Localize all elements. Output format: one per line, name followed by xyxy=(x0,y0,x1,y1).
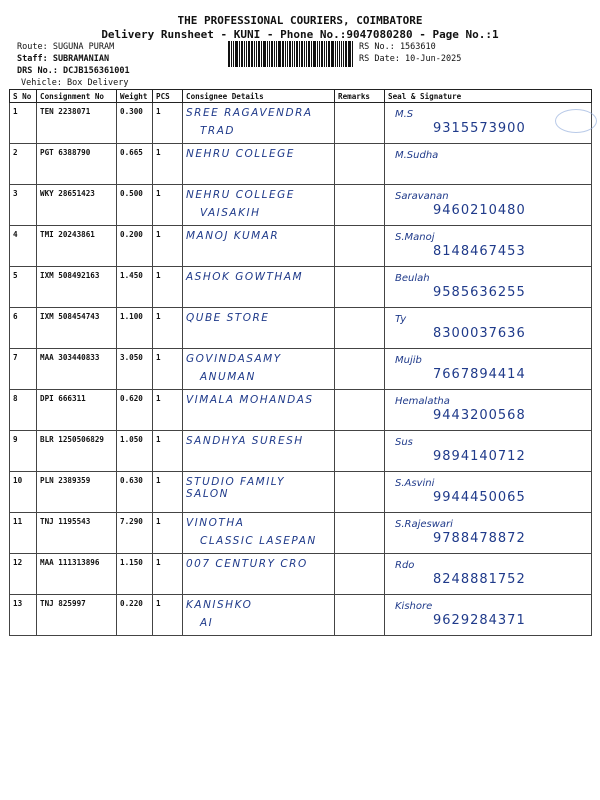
cell-consignment: PGT 6388790 xyxy=(37,144,117,185)
cell-consignment: TNJ 825997 xyxy=(37,595,117,636)
barcode-bar xyxy=(287,41,288,67)
cell-sno: 1 xyxy=(10,103,37,144)
cell-consignment: BLR 1250506829 xyxy=(37,431,117,472)
cell-sno: 6 xyxy=(10,308,37,349)
consignee-extra: ANUMAN xyxy=(200,371,256,383)
table-header-row xyxy=(10,90,592,103)
cell-seal-signature xyxy=(385,144,592,185)
cell-consignment: TEN 2238071 xyxy=(37,103,117,144)
table-row xyxy=(10,226,592,267)
cell-consignee xyxy=(183,185,335,226)
route-info: Route: SUGUNA PURAM xyxy=(17,42,115,52)
rs-date: RS Date: 10-Jun-2025 xyxy=(359,54,462,64)
consignee-extra: VAISAKIH xyxy=(200,207,261,219)
consignee-name: SANDHYA SURESH xyxy=(186,435,304,447)
barcode-bar xyxy=(261,41,262,67)
table-row xyxy=(10,103,592,144)
table-row xyxy=(10,308,592,349)
barcode-bar xyxy=(228,41,230,67)
col-remarks: Remarks xyxy=(335,90,385,103)
receiver-phone: 9585636255 xyxy=(433,285,526,300)
company-title: THE PROFESSIONAL COURIERS, COIMBATORE xyxy=(177,14,423,27)
rs-number: RS No.: 1563610 xyxy=(359,42,436,52)
cell-remarks xyxy=(335,349,385,390)
table-row xyxy=(10,431,592,472)
cell-pcs: 1 xyxy=(153,144,183,185)
cell-remarks xyxy=(335,472,385,513)
cell-sno: 13 xyxy=(10,595,37,636)
cell-weight: 1.450 xyxy=(117,267,153,308)
consignee-name: 007 CENTURY CRO xyxy=(186,558,308,570)
cell-pcs: 1 xyxy=(153,431,183,472)
barcode-bar xyxy=(335,41,336,67)
col-consignee: Consignee Details xyxy=(183,90,335,103)
consignee-name: KANISHKO xyxy=(186,599,253,611)
table-row xyxy=(10,595,592,636)
cell-weight: 1.050 xyxy=(117,431,153,472)
barcode-bar xyxy=(308,41,310,67)
runsheet-subtitle: Delivery Runsheet - KUNI - Phone No.:9047080280 - Page No.:1 xyxy=(101,28,499,41)
barcode-bar xyxy=(301,41,303,67)
cell-remarks xyxy=(335,226,385,267)
cell-weight: 7.290 xyxy=(117,513,153,554)
cell-weight: 0.620 xyxy=(117,390,153,431)
consignee-name: NEHRU COLLEGE xyxy=(186,148,295,160)
cell-sno: 8 xyxy=(10,390,37,431)
receiver-signature: Sus xyxy=(395,437,413,448)
receiver-signature: M.S xyxy=(395,109,414,120)
cell-weight: 0.300 xyxy=(117,103,153,144)
cell-seal-signature xyxy=(385,308,592,349)
receiver-phone: 7667894414 xyxy=(433,367,526,382)
receiver-signature: Kishore xyxy=(395,601,433,612)
receiver-signature: S.Manoj xyxy=(395,232,435,243)
consignee-name: SREE RAGAVENDRA xyxy=(186,107,313,119)
barcode-bar xyxy=(254,41,255,67)
receiver-signature: Mujib xyxy=(395,355,422,366)
barcode-bar xyxy=(251,41,254,67)
table-row xyxy=(10,513,592,554)
cell-consignment: WKY 28651423 xyxy=(37,185,117,226)
barcode-bar xyxy=(337,41,338,67)
cell-pcs: 1 xyxy=(153,103,183,144)
col-pcs: PCS xyxy=(153,90,183,103)
cell-weight: 0.220 xyxy=(117,595,153,636)
cell-seal-signature xyxy=(385,349,592,390)
cell-remarks xyxy=(335,390,385,431)
cell-remarks xyxy=(335,554,385,595)
barcode-graphic xyxy=(228,41,354,67)
consignee-name: MANOJ KUMAR xyxy=(186,230,280,242)
table-row xyxy=(10,390,592,431)
cell-pcs: 1 xyxy=(153,308,183,349)
consignee-extra: TRAD xyxy=(200,125,235,137)
consignee-name: GOVINDASAMY xyxy=(186,353,282,365)
table-row xyxy=(10,267,592,308)
barcode-bar xyxy=(343,41,344,67)
receiver-phone: 8300037636 xyxy=(433,326,526,341)
table-row xyxy=(10,472,592,513)
barcode-bar xyxy=(235,41,238,67)
receiver-phone: 9629284371 xyxy=(433,613,526,628)
barcode-bar xyxy=(282,41,284,67)
receiver-signature: Ty xyxy=(395,314,407,325)
barcode-bar xyxy=(289,41,291,67)
cell-consignee xyxy=(183,144,335,185)
barcode-bar xyxy=(239,41,240,67)
consignee-name: ASHOK GOWTHAM xyxy=(186,271,304,283)
barcode-bar xyxy=(348,41,351,67)
table-row xyxy=(10,554,592,595)
barcode-bar xyxy=(331,41,334,67)
barcode-bar xyxy=(233,41,234,67)
barcode-bar xyxy=(278,41,281,67)
cell-weight: 0.200 xyxy=(117,226,153,267)
barcode-bar xyxy=(231,41,232,67)
barcode-bar xyxy=(299,41,300,67)
col-seal-signature: Seal & Signature xyxy=(385,90,592,103)
cell-sno: 12 xyxy=(10,554,37,595)
barcode-bar xyxy=(258,41,260,67)
cell-pcs: 1 xyxy=(153,267,183,308)
cell-consignee xyxy=(183,267,335,308)
cell-pcs: 1 xyxy=(153,595,183,636)
consignee-name: STUDIO FAMILY SALON xyxy=(186,476,286,500)
receiver-phone: 9788478872 xyxy=(433,531,526,546)
cell-sno: 10 xyxy=(10,472,37,513)
cell-remarks xyxy=(335,595,385,636)
cell-seal-signature xyxy=(385,185,592,226)
cell-weight: 3.050 xyxy=(117,349,153,390)
barcode-bar xyxy=(276,41,277,67)
cell-pcs: 1 xyxy=(153,349,183,390)
barcode-bar xyxy=(341,41,342,67)
barcode-bar xyxy=(345,41,347,67)
barcode-bar xyxy=(294,41,295,67)
cell-consignment: MAA 303440833 xyxy=(37,349,117,390)
consignee-name: QUBE STORE xyxy=(186,312,270,324)
cell-seal-signature xyxy=(385,431,592,472)
cell-sno: 4 xyxy=(10,226,37,267)
cell-remarks xyxy=(335,267,385,308)
cell-weight: 0.665 xyxy=(117,144,153,185)
cell-remarks xyxy=(335,185,385,226)
cell-consignee xyxy=(183,554,335,595)
barcode-bar xyxy=(313,41,316,67)
barcode-bar xyxy=(296,41,299,67)
cell-consignee xyxy=(183,472,335,513)
cell-consignee xyxy=(183,349,335,390)
cell-sno: 5 xyxy=(10,267,37,308)
receiver-phone: 9944450065 xyxy=(433,490,526,505)
vehicle-info: Vehicle: Box Delivery xyxy=(21,78,129,88)
drs-info: DRS No.: DCJB156361001 xyxy=(17,66,130,76)
barcode-bar xyxy=(271,41,273,67)
cell-pcs: 1 xyxy=(153,513,183,554)
barcode-bar xyxy=(274,41,275,67)
barcode-bar xyxy=(292,41,293,67)
cell-consignee xyxy=(183,390,335,431)
barcode-bar xyxy=(319,41,320,67)
cell-pcs: 1 xyxy=(153,226,183,267)
barcode-bar xyxy=(352,41,353,67)
cell-sno: 2 xyxy=(10,144,37,185)
staff-info: Staff: SUBRAMANIAN xyxy=(17,54,110,64)
cell-consignment: TNJ 1195543 xyxy=(37,513,117,554)
cell-remarks xyxy=(335,431,385,472)
col-consignment: Consignment No xyxy=(37,90,117,103)
receiver-phone: 9315573900 xyxy=(433,121,526,136)
col-sno: S No xyxy=(10,90,37,103)
barcode-bar xyxy=(317,41,318,67)
receiver-signature: S.Asvini xyxy=(395,478,435,489)
barcode-bar xyxy=(339,41,341,67)
barcode-bar xyxy=(311,41,312,67)
cell-consignee xyxy=(183,595,335,636)
consignee-extra: AI xyxy=(200,617,214,629)
seal-stamp xyxy=(555,109,597,133)
receiver-phone: 8248881752 xyxy=(433,572,526,587)
cell-consignee xyxy=(183,103,335,144)
table-row xyxy=(10,185,592,226)
cell-seal-signature xyxy=(385,267,592,308)
cell-seal-signature xyxy=(385,595,592,636)
receiver-signature: Saravanan xyxy=(395,191,449,202)
cell-weight: 1.150 xyxy=(117,554,153,595)
cell-remarks xyxy=(335,513,385,554)
barcode-bar xyxy=(326,41,327,67)
consignee-name: NEHRU COLLEGE xyxy=(186,189,295,201)
receiver-phone: 8148467453 xyxy=(433,244,526,259)
barcode-bar xyxy=(328,41,330,67)
receiver-phone: 9894140712 xyxy=(433,449,526,464)
cell-consignment: IXM 508492163 xyxy=(37,267,117,308)
cell-weight: 0.630 xyxy=(117,472,153,513)
barcode-bar xyxy=(244,41,245,67)
cell-pcs: 1 xyxy=(153,472,183,513)
receiver-phone: 9460210480 xyxy=(433,203,526,218)
cell-consignment: IXM 508454743 xyxy=(37,308,117,349)
cell-consignment: TMI 20243861 xyxy=(37,226,117,267)
consignee-extra: CLASSIC LASEPAN xyxy=(200,535,317,547)
col-weight: Weight xyxy=(117,90,153,103)
receiver-phone: 9443200568 xyxy=(433,408,526,423)
barcode-bar xyxy=(263,41,266,67)
receiver-signature: Rdo xyxy=(395,560,415,571)
cell-sno: 7 xyxy=(10,349,37,390)
barcode-bar xyxy=(256,41,257,67)
consignee-name: VINOTHA xyxy=(186,517,245,529)
runsheet-table xyxy=(9,89,592,636)
cell-sno: 9 xyxy=(10,431,37,472)
barcode-bar xyxy=(241,41,243,67)
cell-seal-signature xyxy=(385,554,592,595)
barcode-bar xyxy=(306,41,307,67)
cell-consignee xyxy=(183,226,335,267)
cell-weight: 0.500 xyxy=(117,185,153,226)
consignee-name: VIMALA MOHANDAS xyxy=(186,394,314,406)
cell-consignment: MAA 111313896 xyxy=(37,554,117,595)
barcode-bar xyxy=(304,41,305,67)
cell-sno: 11 xyxy=(10,513,37,554)
receiver-signature: S.Rajeswari xyxy=(395,519,453,530)
cell-seal-signature xyxy=(385,226,592,267)
table-row xyxy=(10,349,592,390)
cell-consignment: PLN 2389359 xyxy=(37,472,117,513)
barcode-bar xyxy=(324,41,325,67)
cell-pcs: 1 xyxy=(153,554,183,595)
cell-seal-signature xyxy=(385,103,592,144)
receiver-signature: Beulah xyxy=(395,273,430,284)
receiver-signature: M.Sudha xyxy=(395,150,439,161)
cell-weight: 1.100 xyxy=(117,308,153,349)
barcode-bar xyxy=(248,41,250,67)
cell-consignee xyxy=(183,513,335,554)
cell-sno: 3 xyxy=(10,185,37,226)
cell-seal-signature xyxy=(385,513,592,554)
barcode-bar xyxy=(269,41,270,67)
cell-consignee xyxy=(183,308,335,349)
cell-seal-signature xyxy=(385,390,592,431)
barcode-bar xyxy=(321,41,323,67)
cell-pcs: 1 xyxy=(153,390,183,431)
barcode-bar xyxy=(246,41,247,67)
cell-seal-signature xyxy=(385,472,592,513)
cell-consignment: DPI 666311 xyxy=(37,390,117,431)
cell-consignee xyxy=(183,431,335,472)
table-row xyxy=(10,144,592,185)
cell-remarks xyxy=(335,103,385,144)
barcode-bar xyxy=(285,41,286,67)
cell-remarks xyxy=(335,308,385,349)
cell-pcs: 1 xyxy=(153,185,183,226)
receiver-signature: Hemalatha xyxy=(395,396,450,407)
barcode-bar xyxy=(267,41,268,67)
cell-remarks xyxy=(335,144,385,185)
